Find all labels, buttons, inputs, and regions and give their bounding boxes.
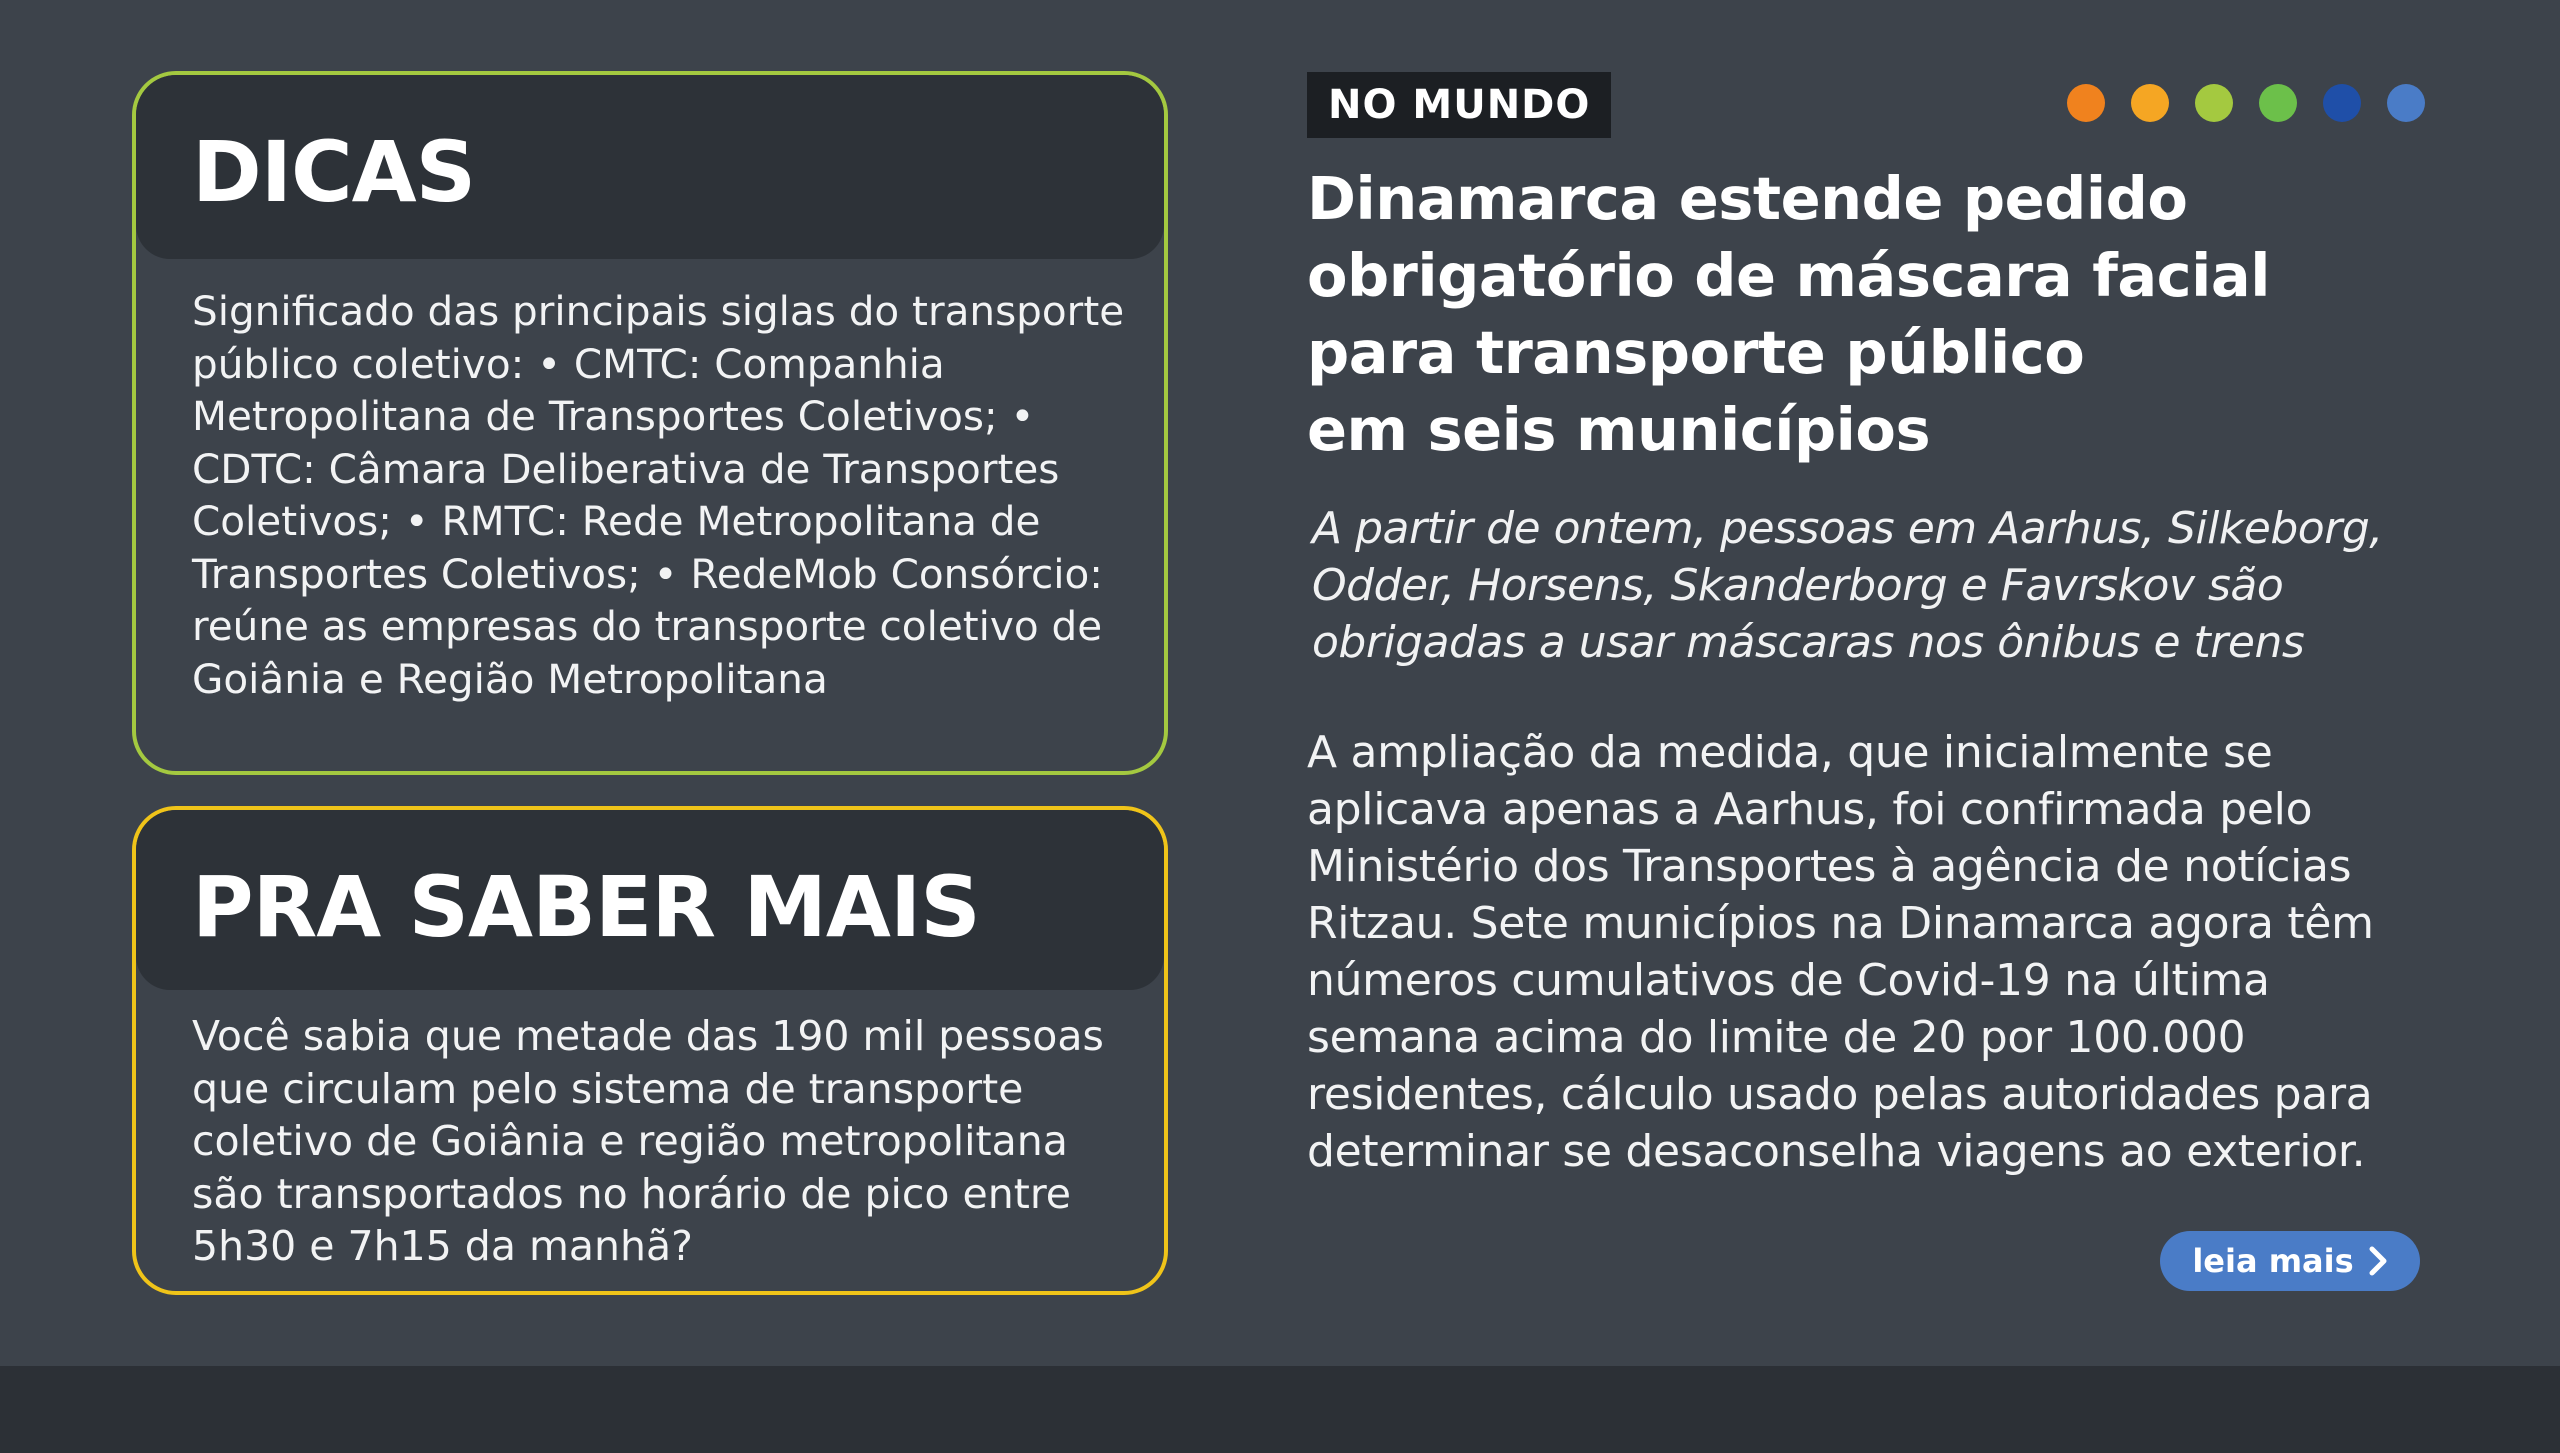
dot — [2259, 84, 2297, 122]
body-line: determinar se desaconselha viagens ao exterior. — [1307, 1126, 2366, 1177]
saber-mais-card — [132, 806, 1168, 1295]
dicas-card — [132, 71, 1168, 775]
headline-line: para transporte público — [1307, 318, 2085, 387]
saber-mais-title: PRA SABER MAIS — [192, 858, 980, 956]
headline-line: obrigatório de máscara facial — [1307, 241, 2270, 310]
article-headline — [1307, 160, 2457, 468]
body-line: números cumulativos de Covid-19 na última — [1307, 955, 2270, 1006]
dicas-text: Significado das principais siglas do transporte público coletivo: • CMTC: Companhia Metropolitana de Transportes Coletivos; • CDTC: Câmara Deliberativa de Transportes Coletivos; • RMTC: Rede Metropolitana de Transportes Coletivos; • RedeMob Consórcio: reúne as empresas do transporte coletivo de Goiânia e Região Metropolitana — [192, 287, 1125, 703]
article-subtitle — [1312, 500, 2462, 671]
dot — [2323, 84, 2361, 122]
saber-mais-text: Você sabia que metade das 190 mil pessoas que circulam pelo sistema de transporte coletivo de Goiânia e região metropolitana são transportados no horário de pico entre 5h30 e 7h15 da manhã? — [192, 1012, 1104, 1270]
body-line: aplicava apenas a Aarhus, foi confirmada pelo — [1307, 784, 2313, 835]
section-tag: NO MUNDO — [1307, 72, 1611, 138]
footer-bar — [0, 1366, 2560, 1453]
dot — [2387, 84, 2425, 122]
read-more-label: leia mais — [2192, 1242, 2354, 1280]
body-line: residentes, cálculo usado pelas autoridades para — [1307, 1069, 2373, 1120]
subtitle-line: obrigadas a usar máscaras nos ônibus e trens — [1312, 617, 2305, 668]
headline-line: Dinamarca estende pedido — [1307, 164, 2188, 233]
decorative-dots — [2067, 84, 2451, 122]
saber-mais-header — [136, 810, 1164, 990]
dicas-title: DICAS — [192, 123, 476, 221]
article-body — [1307, 724, 2437, 1180]
headline-line: em seis municípios — [1307, 395, 1931, 464]
dot — [2195, 84, 2233, 122]
body-line: A ampliação da medida, que inicialmente se — [1307, 727, 2273, 778]
read-more-button[interactable] — [2160, 1231, 2420, 1291]
dot — [2131, 84, 2169, 122]
subtitle-line: Odder, Horsens, Skanderborg e Favrskov são — [1312, 560, 2284, 611]
body-line: semana acima do limite de 20 por 100.000 — [1307, 1012, 2246, 1063]
body-line: Ministério dos Transportes à agência de notícias — [1307, 841, 2352, 892]
dicas-header — [136, 75, 1164, 259]
body-line: Ritzau. Sete municípios na Dinamarca agora têm — [1307, 898, 2374, 949]
chevron-right-icon — [2368, 1246, 2388, 1276]
dot — [2067, 84, 2105, 122]
subtitle-line: A partir de ontem, pessoas em Aarhus, Silkeborg, — [1312, 503, 2383, 554]
